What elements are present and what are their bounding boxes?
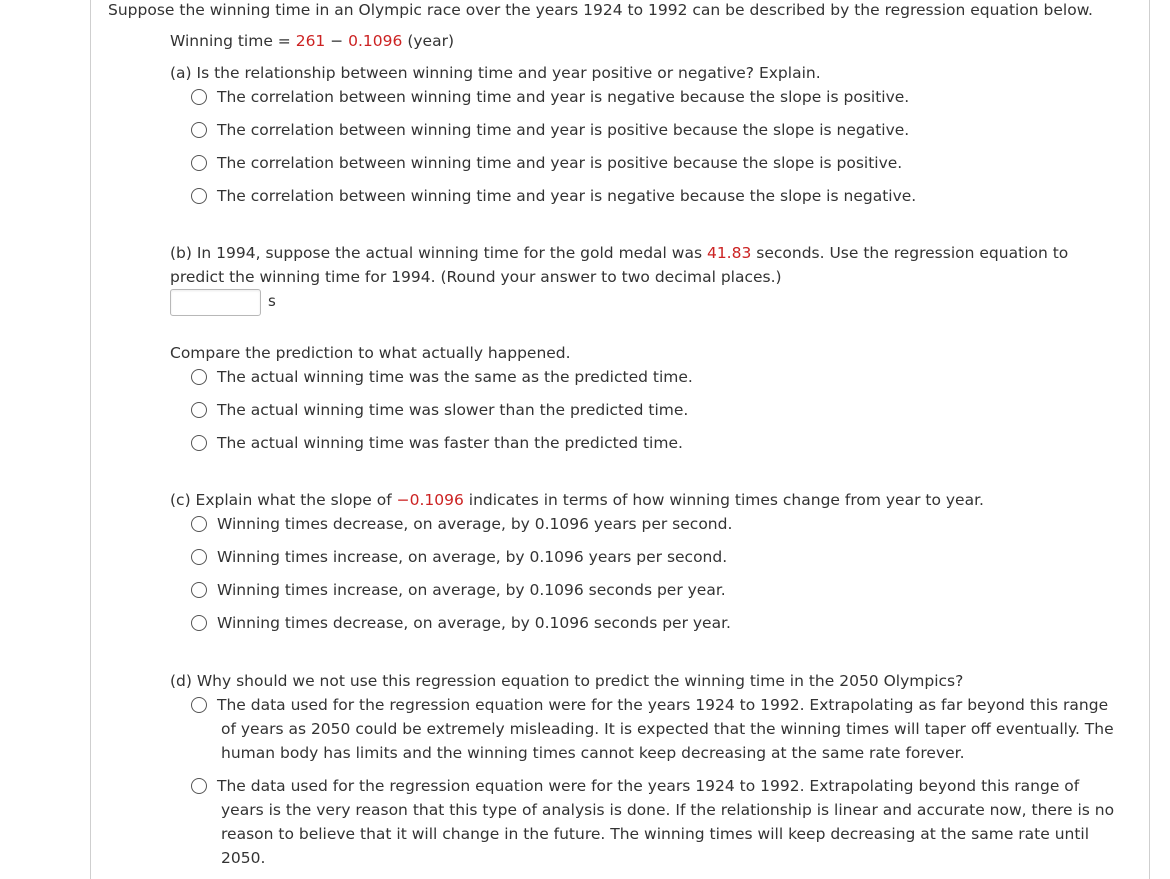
part-b-option-3[interactable] (170, 431, 1170, 464)
part-b-unit: s (268, 292, 276, 310)
option-label (217, 774, 1170, 870)
option-label: The correlation between winning time and year is positive because the slope is positive. (217, 154, 903, 172)
part-b-actual-time: 41.83 (706, 244, 752, 262)
radio-button[interactable] (191, 89, 207, 105)
part-d-question: (d) Why should we not use this regression equation to predict the winning time in the 2050 Olympics? (170, 672, 964, 690)
radio-button[interactable] (191, 516, 207, 532)
radio-button[interactable] (191, 435, 207, 451)
radio-button[interactable] (191, 402, 207, 418)
equation-suffix: (year) (402, 32, 454, 50)
option-label (217, 693, 1170, 765)
equation-slope: 0.1096 (348, 32, 403, 50)
option-label: The actual winning time was slower than the predicted time. (217, 401, 689, 419)
part-a-option-3[interactable] (170, 151, 1170, 184)
part-b-question (170, 241, 1130, 265)
part-a-option-2[interactable] (170, 118, 1170, 151)
part-c-text-cont: indicates in terms of how winning times change from year to year. (463, 491, 984, 509)
part-a-options (170, 85, 1130, 217)
radio-button[interactable] (191, 615, 207, 631)
part-b-answer-input[interactable] (170, 289, 261, 316)
option-line: reason to believe that it will change in the future. The winning times will keep decreasing at the same rate until (221, 825, 1090, 843)
part-c-option-4[interactable] (170, 611, 1170, 644)
part-b-options (170, 365, 1130, 464)
option-line: of years as 2050 could be extremely misleading. It is expected that the winning times will taper off eventually. The (221, 720, 1114, 738)
part-c-option-3[interactable] (170, 578, 1170, 611)
option-line: The data used for the regression equation were for the years 1924 to 1992. Extrapolating beyond this range of (217, 777, 1080, 795)
option-label: The actual winning time was the same as the predicted time. (217, 368, 693, 386)
radio-button[interactable] (191, 697, 207, 713)
option-label: The correlation between winning time and year is negative because the slope is negative. (217, 187, 917, 205)
equation-lhs: Winning time (170, 32, 273, 50)
part-d-options (170, 693, 1130, 874)
part-d-option-2[interactable] (170, 774, 1170, 874)
option-label: The correlation between winning time and year is negative because the slope is positive. (217, 88, 910, 106)
part-b-text: (b) In 1994, suppose the actual winning time for the gold medal was (170, 244, 707, 262)
part-c-option-2[interactable] (170, 545, 1170, 578)
part-c-text: (c) Explain what the slope of (170, 491, 397, 509)
option-label: Winning times decrease, on average, by 0.1096 seconds per year. (217, 614, 731, 632)
radio-button[interactable] (191, 122, 207, 138)
option-label: The correlation between winning time and year is positive because the slope is negative. (217, 121, 910, 139)
radio-button[interactable] (191, 549, 207, 565)
radio-button[interactable] (191, 778, 207, 794)
radio-button[interactable] (191, 582, 207, 598)
part-a-option-1[interactable] (170, 85, 1170, 118)
part-b-question-line2: predict the winning time for 1994. (Round your answer to two decimal places.) (170, 268, 782, 286)
part-c-options (170, 512, 1130, 644)
option-label: The actual winning time was faster than the predicted time. (217, 434, 683, 452)
option-line: The data used for the regression equation were for the years 1924 to 1992. Extrapolating as far beyond this range (217, 696, 1109, 714)
equation-intercept: 261 (295, 32, 326, 50)
part-c-slope: −0.1096 (396, 491, 464, 509)
part-a-question: (a) Is the relationship between winning time and year positive or negative? Explain. (170, 64, 821, 82)
option-line: human body has limits and the winning times cannot keep decreasing at the same rate forever. (221, 744, 965, 762)
option-label: Winning times increase, on average, by 0.1096 years per second. (217, 548, 728, 566)
option-line: years is the very reason that this type of analysis is done. If the relationship is linear and accurate now, there is no (221, 801, 1115, 819)
radio-button[interactable] (191, 369, 207, 385)
part-b-option-2[interactable] (170, 398, 1170, 431)
problem-intro: Suppose the winning time in an Olympic race over the years 1924 to 1992 can be described by the regression equation below. (108, 1, 1093, 19)
option-label: Winning times decrease, on average, by 0.1096 years per second. (217, 515, 733, 533)
radio-button[interactable] (191, 188, 207, 204)
part-b-compare-prompt: Compare the prediction to what actually happened. (170, 344, 571, 362)
equation-equals: = (272, 32, 296, 50)
part-b-text-cont: seconds. Use the regression equation to (751, 244, 1069, 262)
regression-equation (170, 29, 1130, 53)
part-b-option-1[interactable] (170, 365, 1170, 398)
option-label: Winning times increase, on average, by 0.1096 seconds per year. (217, 581, 726, 599)
option-line: 2050. (221, 849, 266, 867)
part-a-option-4[interactable] (170, 184, 1170, 217)
part-c-question (170, 488, 1130, 512)
equation-minus: − (325, 32, 349, 50)
part-c-option-1[interactable] (170, 512, 1170, 545)
radio-button[interactable] (191, 155, 207, 171)
part-d-option-1[interactable] (170, 693, 1170, 774)
